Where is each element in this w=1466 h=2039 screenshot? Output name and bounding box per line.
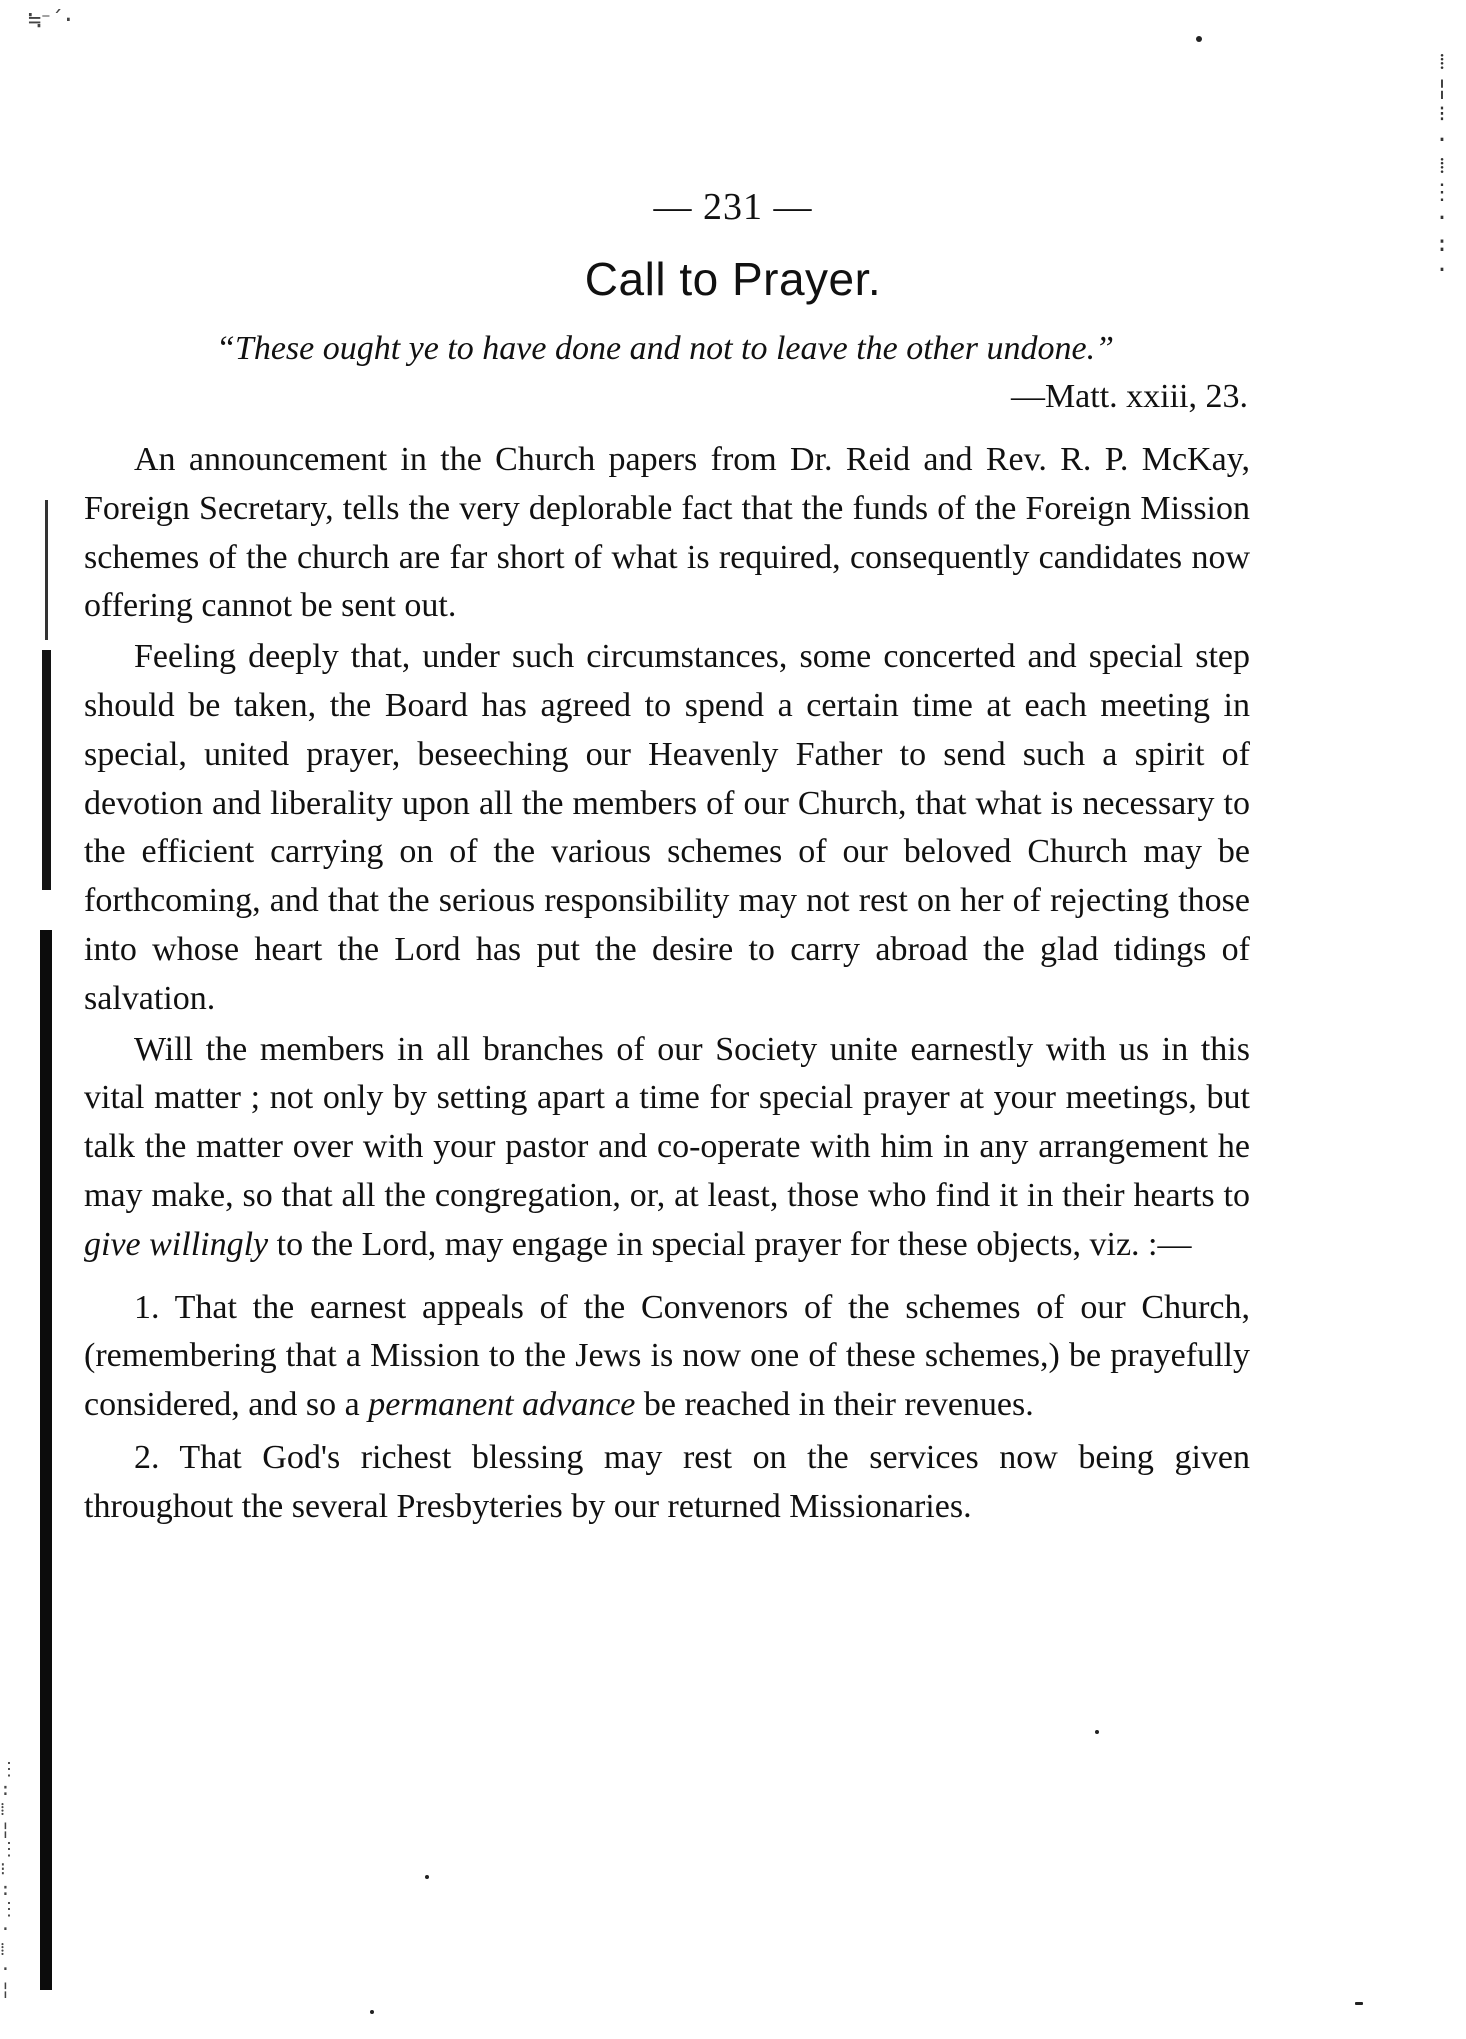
epigraph-quote: “These ought ye to have done and not to leave the other undone.”: [216, 330, 1114, 367]
article-body: [84, 436, 1250, 1532]
scan-mark-left-edge: ⋮ : ⁞ ¦ ⋮ ⁝ : ⋮ · ⁞ · ¦: [0, 1759, 18, 2000]
list-item-text: 1. That the earnest appeals of the Convenors of the schemes of our Church, (remembering that a Mission to the Jews is now one of these schemes,) be prayefully considered, and so a: [84, 1288, 1250, 1424]
scan-mark-top-left: ≒⁻´·: [28, 8, 73, 33]
page-title: Call to Prayer.: [584, 253, 882, 305]
paragraph: [84, 1026, 1250, 1270]
paragraph: An announcement in the Church papers from Dr. Reid and Rev. R. P. McKay, Foreign Secretary, tells the very deplorable fact that the funds of the Foreign Mission schemes of the church are far short of what is required, consequently candidates now offering cannot be sent out.: [84, 441, 1250, 625]
paragraph-text: Will the members in all branches of our Society unite earnestly with us in this vital matter ; not only by setting apart a time for special prayer at your meetings, but talk the matter over with your pastor and co-operate with him in any arrangement he may make, so that all the congregation, or, at least, those who find it in their hearts to: [84, 1030, 1250, 1214]
paragraph: Feeling deeply that, under such circumstances, some concerted and special step should be taken, the Board has agreed to spend a certain time at each meeting in special, united prayer, beseeching our Heavenly Father to send such a spirit of devotion and liberality upon all the members of our Church, that what is necessary to the efficient carrying on of the various schemes of our beloved Church may be forthcoming, and that the serious responsibility may not rest on her of rejecting those into whose heart the Lord has put the desire to carry abroad the glad tidings of salvation.: [84, 638, 1250, 1017]
emphasis-text: give willingly: [84, 1225, 269, 1263]
page-number: — 231 —: [653, 186, 813, 228]
epigraph-citation: —Matt. xxiii, 23.: [1010, 378, 1248, 415]
scan-speck: [370, 2010, 374, 2014]
binding-shadow-upper: [42, 650, 51, 890]
list-item-text: be reached in their revenues.: [635, 1386, 1034, 1424]
scan-speck: [1095, 1730, 1099, 1734]
binding-shadow-thin: [45, 500, 48, 640]
list-item: 2. That God's richest blessing may rest on the services now being given throughout the several Presbyteries by our returned Missionaries.: [84, 1438, 1250, 1525]
binding-shadow: [40, 930, 52, 1990]
list-item: [84, 1284, 1250, 1430]
emphasis-text: permanent advance: [368, 1386, 636, 1424]
paragraph-text: to the Lord, may engage in special prayer for these objects, viz. :—: [268, 1225, 1192, 1263]
scan-mark-right-edge: ⁞ ¦ ⁝ · ⁞ ⋮ · : ·: [1431, 50, 1451, 283]
scan-speck: [1196, 36, 1202, 42]
scan-speck: [1355, 2002, 1363, 2005]
scan-speck: [425, 1875, 429, 1879]
